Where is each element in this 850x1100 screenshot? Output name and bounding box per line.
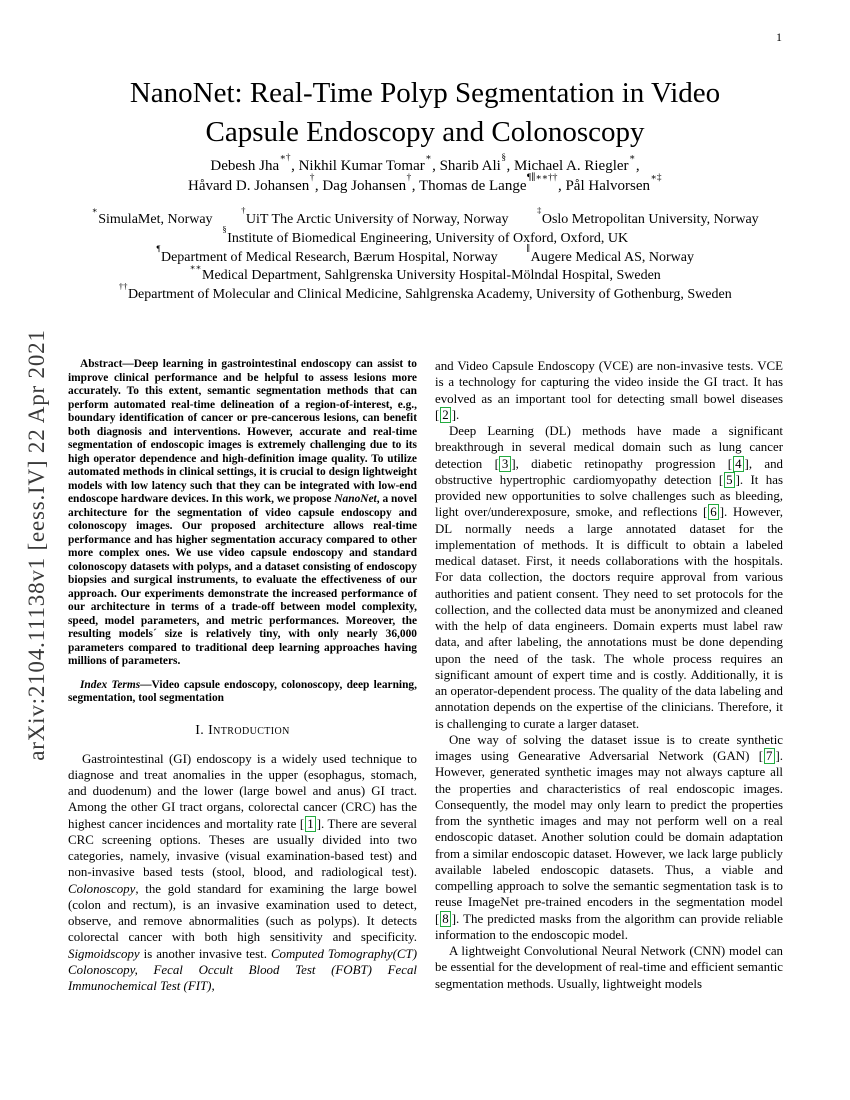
body-paragraph: Deep Learning (DL) methods have made a significant breakthrough in several medical domain such as lung cancer detection [ 3 ], diabetic retinopathy progression [ 4 ], and obstructive hypertrophic cardiomyopathy detection [ 5 ]. It has provided new opportunities to solve challenges such as bleeding, light over/underexposure, smoke, and reflections [ 6 ]. However, DL normally needs a large annotated dataset for the implementation of methods. It is difficult to obtain a labeled medical dataset. First, it needs collaborations with the hospitals. For data collection, the doctors require approval from various authorities and patient consent. They need to set protocols for the collection, and the collected data must be anonymized and cleaned with the help of data engineers. Domain experts must label raw data, and after labeling, the annotations must be done depending upon the need of the task. The whole process requires an significant amount of expert time and is costly. Additionally, it is an operator-dependent process. The quality of the data labeling and annotation depends on the expertise of the clinicians. Therefore, it is challenging to curate a larger dataset.	[435, 424, 783, 731]
right-column	[435, 358, 783, 992]
left-column	[68, 358, 417, 994]
citation-link[interactable]: 1	[305, 816, 316, 832]
paper-title-line2: Capsule Endoscopy and Colonoscopy	[205, 116, 645, 148]
affiliation-line: ††Department of Molecular and Clinical Medicine, Sahlgrenska Academy, University of Gothenburg, Sweden	[118, 280, 732, 303]
index-terms-paragraph: Index Terms—Video capsule endoscopy, colonoscopy, deep learning, segmentation, tool segmentation	[68, 678, 417, 704]
body-paragraph: A lightweight Convolutional Neural Network (CNN) model can be essential for the development of real-time and efficient semantic segmentation methods. Usually, lightweight models	[435, 944, 783, 991]
citation-link[interactable]: 5	[724, 472, 735, 488]
affiliation-line: §Institute of Biomedical Engineering, University of Oxford, Oxford, UK	[222, 224, 629, 246]
paper-title-line1: NanoNet: Real-Time Polyp Segmentation in Video	[129, 77, 721, 109]
affiliation-line: ∗∗Medical Department, Sahlgrenska University Hospital-Mölndal Hospital, Sweden	[189, 261, 661, 284]
body-paragraph: One way of solving the dataset issue is to create synthetic images using Genearative Adversarial Network (GAN) [ 7 ]. However, generated synthetic images may not always capture all the properties and characteristics of real endoscopic images. Consequently, the model may only learn to predict the properties from the synthetic images and may not perform well on a real endoscopic dataset. Another solution could be domain adaptation from a similar endoscopic dataset. However, we lack large publicly available labeled endoscopic datasets. Thus, a viable and compelling approach to solve the semantic segmentation task is to reuse ImageNet pre-trained encoders in the segmentation model [ 8 ]. The predicted masks from the algorithm can provide reliable information to the endoscopic model.	[435, 732, 783, 942]
citation-link[interactable]: 3	[499, 456, 510, 472]
author-list	[60, 152, 790, 196]
body-paragraph: and Video Capsule Endoscopy (VCE) are non-invasive tests. VCE is a technology for capturing the video inside the GI tract. It has evolved as an important tool for detecting small bowel diseases [ 2 ].	[435, 359, 783, 422]
arxiv-stamp: arXiv:2104.11138v1 [eess.IV] 22 Apr 2021	[24, 329, 49, 761]
affiliation-line: ∗SimulaMet, Norway †UiT The Arctic University of Norway, Norway ‡Oslo Metropolitan University, Norway	[91, 205, 759, 227]
author-line-2: Håvard D. Johansen†, Dag Johansen†, Thomas de Lange¶∥∗∗††, Pål Halvorsen∗‡	[188, 172, 662, 194]
page-number: 1	[776, 30, 782, 44]
affiliations-block	[40, 205, 810, 305]
citation-link[interactable]: 4	[733, 456, 744, 472]
abstract-paragraph: Abstract—Deep learning in gastrointestinal endoscopy can assist to improve clinical performance and be helpful to assess lesions more accurately. To this extent, semantic segmentation methods that can perform automated real-time delineation of a region-of-interest, e.g., boundary identification of cancer or pre-cancerous lesions, can benefit both diagnosis and interventions. However, accurate and real-time segmentation of endoscopic images is extremely challenging due to its high operator dependence and high-definition image quality. To utilize automated methods in clinical settings, it is crucial to design lightweight models with low latency such that they can be integrated with low-end endoscope hardware devices. In this work, we propose NanoNet, a novel architecture for the segmentation of video capsule endoscopy and colonoscopy images. Our proposed architecture allows real-time performance and has higher segmentation accuracy compared to other more complex ones. We use video capsule endoscopy and standard colonoscopy datasets with polyps, and a dataset consisting of endoscopy biopsies and surgical instruments, to evaluate the effectiveness of our approach. Our experiments demonstrate the increased performance of our architecture in terms of a trade-off between model complexity, speed, model parameters, and metric performances. Moreover, the resulting models´ size is relatively tiny, with only nearly 36,000 parameters compared to traditional deep learning approaches having millions of parameters.	[68, 358, 417, 667]
affiliation-line: ¶Department of Medical Research, Bærum Hospital, Norway ∥Augere Medical AS, Norway	[156, 243, 694, 265]
citation-link[interactable]: 6	[708, 504, 719, 520]
introduction-paragraph-1: Gastrointestinal (GI) endoscopy is a widely used technique to diagnose and treat anomalies in the upper (esophagus, stomach, and duodenum) and the lower (large bowel and anus) GI tract. Among the other GI tract organs, colorectal cancer (CRC) has the highest cancer incidences and mortality rate [ 1 ]. There are several CRC screening options. Theses are usually divided into two categories, namely, invasive (visual examination-based test) and non-invasive based tests (stool, blood, and radiological test). Colonoscopy, the gold standard for examining the large bowel (colon and rectum), is an invasive examination used to detect, observe, and remove abnormalities (such as polyps). It detects colorectal cancer with both high sensitivity and specificity. Sigmoidscopy is another invasive test. Computed Tomography(CT) Colonoscopy, Fecal Occult Blood Test (FOBT) Fecal Immunochemical Test (FIT),	[68, 751, 418, 993]
citation-link[interactable]: 2	[440, 407, 451, 423]
citation-link[interactable]: 7	[764, 748, 775, 764]
citation-link[interactable]: 8	[440, 911, 451, 927]
paper-title	[60, 74, 790, 152]
author-line-1: Debesh Jha∗†, Nikhil Kumar Tomar∗, Sharib Ali§, Michael A. Riegler∗,	[210, 152, 640, 174]
section-heading-introduction: I. Introduction	[195, 722, 290, 738]
